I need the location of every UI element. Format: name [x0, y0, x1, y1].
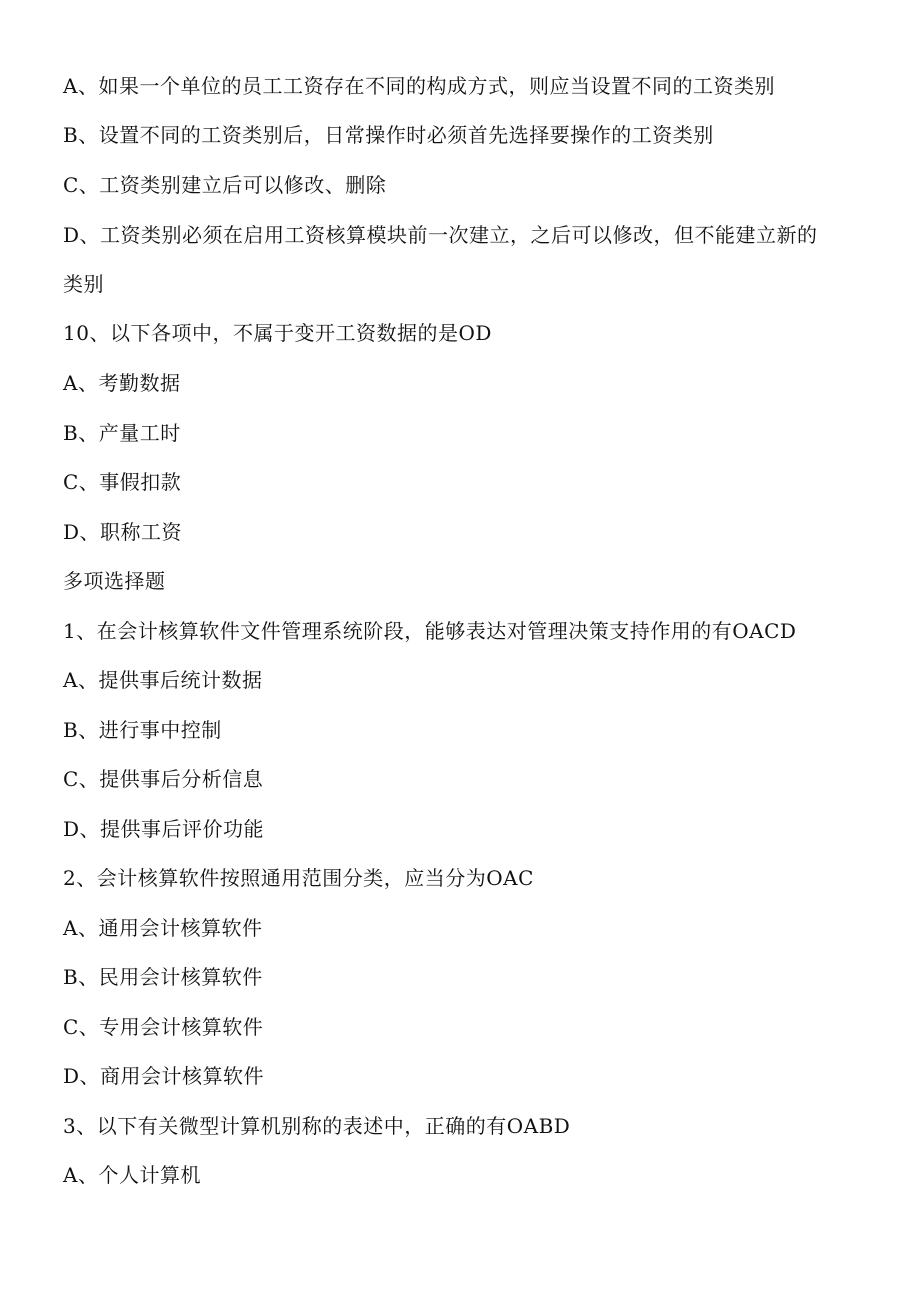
option-line: A、提供事后统计数据 — [63, 668, 263, 692]
option-line: C、专用会计核算软件 — [63, 1015, 264, 1039]
option-line: B、民用会计核算软件 — [63, 965, 263, 989]
option-line: D、提供事后评价功能 — [63, 817, 265, 841]
section-heading: 多项选择题 — [63, 569, 166, 593]
option-line: C、提供事后分析信息 — [63, 767, 264, 791]
question-line: 3、以下有关微型计算机别称的表述中，正确的有OABD — [63, 1114, 571, 1138]
option-line: C、工资类别建立后可以修改、删除 — [63, 173, 387, 197]
option-line: A、考勤数据 — [63, 371, 181, 395]
option-line: A、个人计算机 — [63, 1163, 201, 1187]
option-line: D、职称工资 — [63, 520, 183, 544]
option-line: D、商用会计核算软件 — [63, 1064, 265, 1088]
question-line: 1、在会计核算软件文件管理系统阶段，能够表达对管理决策支持作用的有OACD — [63, 619, 797, 643]
question-line: 10、以下各项中，不属于变开工资数据的是OD — [63, 321, 492, 345]
question-line: 2、会计核算软件按照通用范围分类，应当分为OAC — [63, 866, 534, 890]
option-line: D、工资类别必须在启用工资核算模块前一次建立，之后可以修改，但不能建立新的 — [63, 223, 818, 247]
option-line: B、设置不同的工资类别后，日常操作时必须首先选择要操作的工资类别 — [63, 123, 714, 147]
option-line: B、产量工时 — [63, 421, 181, 445]
option-line: A、如果一个单位的员工工资存在不同的构成方式，则应当设置不同的工资类别 — [63, 74, 775, 98]
option-line: B、进行事中控制 — [63, 718, 222, 742]
option-line: A、通用会计核算软件 — [63, 916, 263, 940]
option-line-continuation: 类别 — [63, 272, 104, 296]
option-line: C、事假扣款 — [63, 470, 182, 494]
